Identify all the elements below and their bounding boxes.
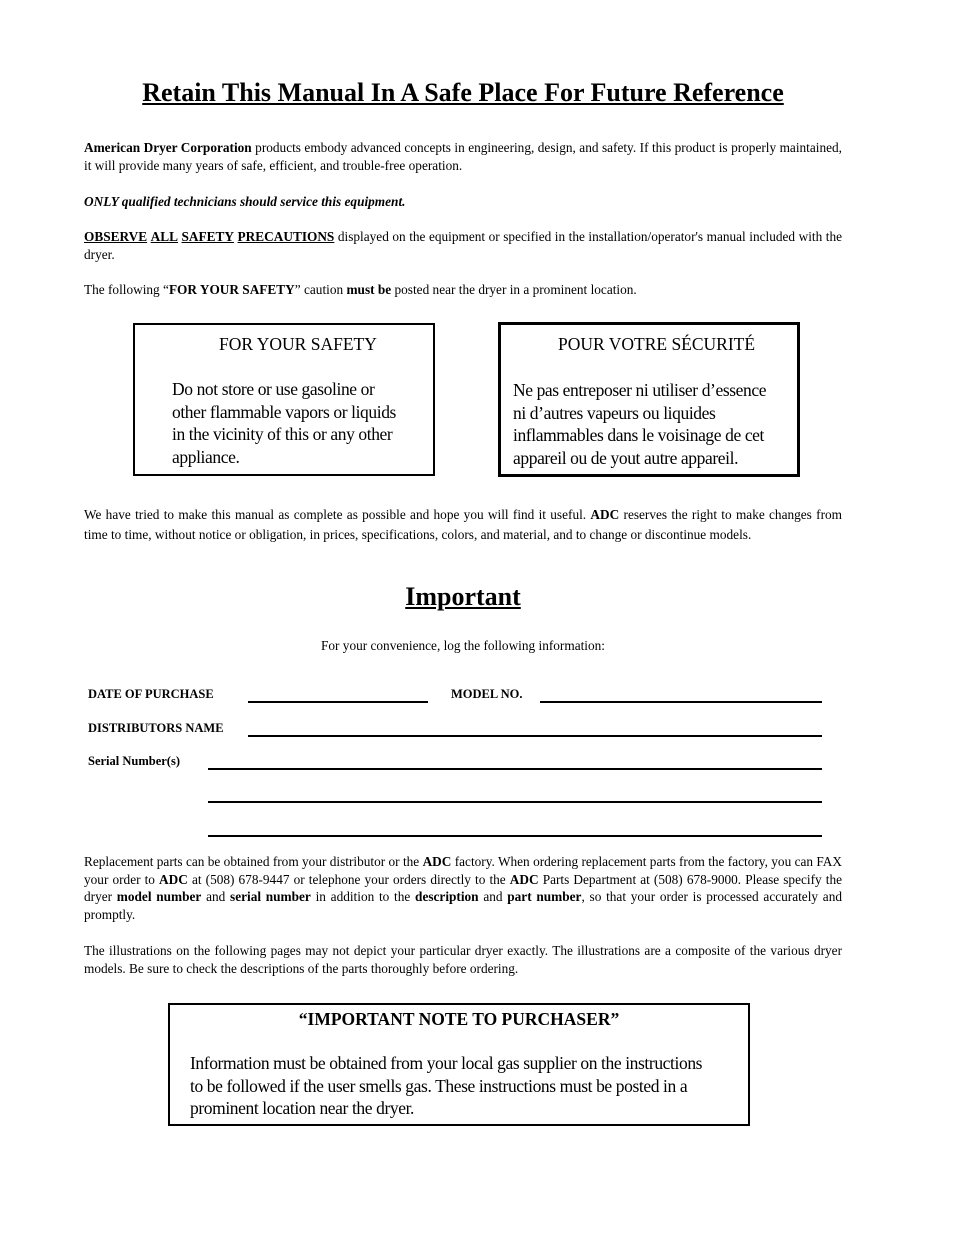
rights-paragraph (84, 505, 842, 544)
safety-fr-line: ni d’autres vapeurs ou liquides (513, 402, 716, 423)
safety-word: SAFETY (181, 229, 234, 244)
safety-box-french-heading: POUR VOTRE SÉCURITÉ (558, 334, 756, 354)
replacement-text: and (478, 889, 508, 905)
purchaser-note-line: to be followed if the user smells gas. These instructions must be posted in a (190, 1075, 688, 1096)
replacement-text: Replacement parts can be obtained from your distributor or the (84, 854, 423, 869)
replacement-paragraph (84, 853, 842, 923)
replacement-bold: ADC (159, 871, 188, 887)
rights-post: reserves the right to make changes from time to time, without notice or obligation, in prices, specifications, colors, and material, and to change or discontinue models. (84, 507, 843, 542)
purchaser-note-text (190, 1052, 702, 1120)
observe-text: displayed on the equipment or specified in the installation/operator's manual included with the dryer. (84, 229, 843, 262)
replacement-bold: ADC (422, 854, 452, 869)
safety-fr-line: Ne pas entreposer ni utiliser d’essence (513, 380, 767, 400)
purchaser-note-line: prominent location near the dryer. (190, 1098, 415, 1118)
caution-post: posted near the dryer in a prominent location. (391, 282, 637, 297)
date-of-purchase-field[interactable] (248, 701, 428, 703)
replacement-bold: ADC (509, 871, 539, 887)
purchaser-note-heading: “IMPORTANT NOTE TO PURCHASER” (298, 1009, 620, 1029)
purchaser-note-line: Information must be obtained from your local gas supplier on the instructions (190, 1053, 703, 1073)
log-intro: For your convenience, log the following information: (321, 638, 605, 653)
caution-pre: The following “ (84, 282, 169, 297)
observe-paragraph (84, 228, 842, 264)
distributors-name-field[interactable] (248, 735, 822, 737)
rights-bold: ADC (590, 507, 620, 522)
replacement-bold: part number (507, 889, 582, 905)
replacement-text: and (201, 889, 231, 905)
replacement-text: factory. When ordering replacement parts from the factory, you can FAX your order to (84, 854, 842, 887)
replacement-text: in addition to the (310, 889, 416, 905)
purchaser-note-box (168, 1003, 750, 1126)
replacement-text: at (508) 678-9447 or telephone your orders directly to the (187, 871, 510, 887)
replacement-text: , so that your order is processed accurately and promptly. (84, 889, 842, 922)
replacement-bold: model number (116, 889, 202, 905)
safety-box-english-text (172, 378, 396, 468)
important-heading: Important (405, 582, 521, 611)
caution-bold-1: FOR YOUR SAFETY (168, 282, 295, 297)
page-title: Retain This Manual In A Safe Place For Future Reference (142, 78, 784, 107)
precautions-word: PRECAUTIONS (237, 229, 335, 244)
model-no-field[interactable] (540, 701, 822, 703)
caution-mid: ” caution (294, 282, 347, 297)
serial-number-field-3[interactable] (208, 835, 822, 837)
safety-fr-line: inflammables dans le voisinage de cet (513, 425, 765, 445)
intro-text: products embody advanced concepts in engineering, design, and safety. If this product is properly maintained, it will provide many years of safe, efficient, and trouble-free operation. (84, 140, 842, 173)
serial-number-field-2[interactable] (208, 801, 822, 803)
safety-box-french (498, 322, 800, 477)
all-word: ALL (150, 229, 178, 244)
replacement-bold: description (415, 889, 479, 905)
safety-en-line: appliance. (172, 446, 240, 467)
caution-paragraph (84, 281, 842, 299)
safety-fr-line: appareil ou de yout autre appareil. (513, 447, 739, 468)
safety-en-line: other flammable vapors or liquids (172, 401, 396, 422)
serial-numbers-label: Serial Number(s) (88, 754, 180, 768)
date-of-purchase-label: DATE OF PURCHASE (88, 687, 214, 701)
model-no-label: MODEL NO. (451, 687, 523, 701)
intro-paragraph (84, 139, 842, 175)
caution-bold-2: must be (346, 282, 392, 297)
safety-en-line: in the vicinity of this or any other (172, 424, 393, 444)
safety-box-english-heading: FOR YOUR SAFETY (219, 334, 377, 354)
rights-pre: We have tried to make this manual as complete as possible and hope you will find it useful. (84, 507, 591, 522)
replacement-text: Parts Department at (508) 678-9000. Please specify the dryer (84, 871, 842, 905)
observe-word: OBSERVE (84, 229, 148, 244)
replacement-bold: serial number (230, 889, 311, 905)
safety-en-line: Do not store or use gasoline or (172, 379, 375, 399)
company-name: American Dryer Corporation (84, 140, 252, 155)
distributors-name-label: DISTRIBUTORS NAME (88, 721, 224, 735)
illustrations-paragraph: The illustrations on the following pages may not depict your particular dryer exactly. The illustrations are a composite of the various dryer models. Be sure to check the descriptions of the parts thoroughly before ordering. (84, 943, 842, 976)
safety-box-french-text (513, 379, 766, 469)
safety-box-english (133, 323, 435, 476)
qualified-notice: ONLY qualified technicians should service this equipment. (84, 194, 406, 209)
serial-number-field-1[interactable] (208, 768, 822, 770)
